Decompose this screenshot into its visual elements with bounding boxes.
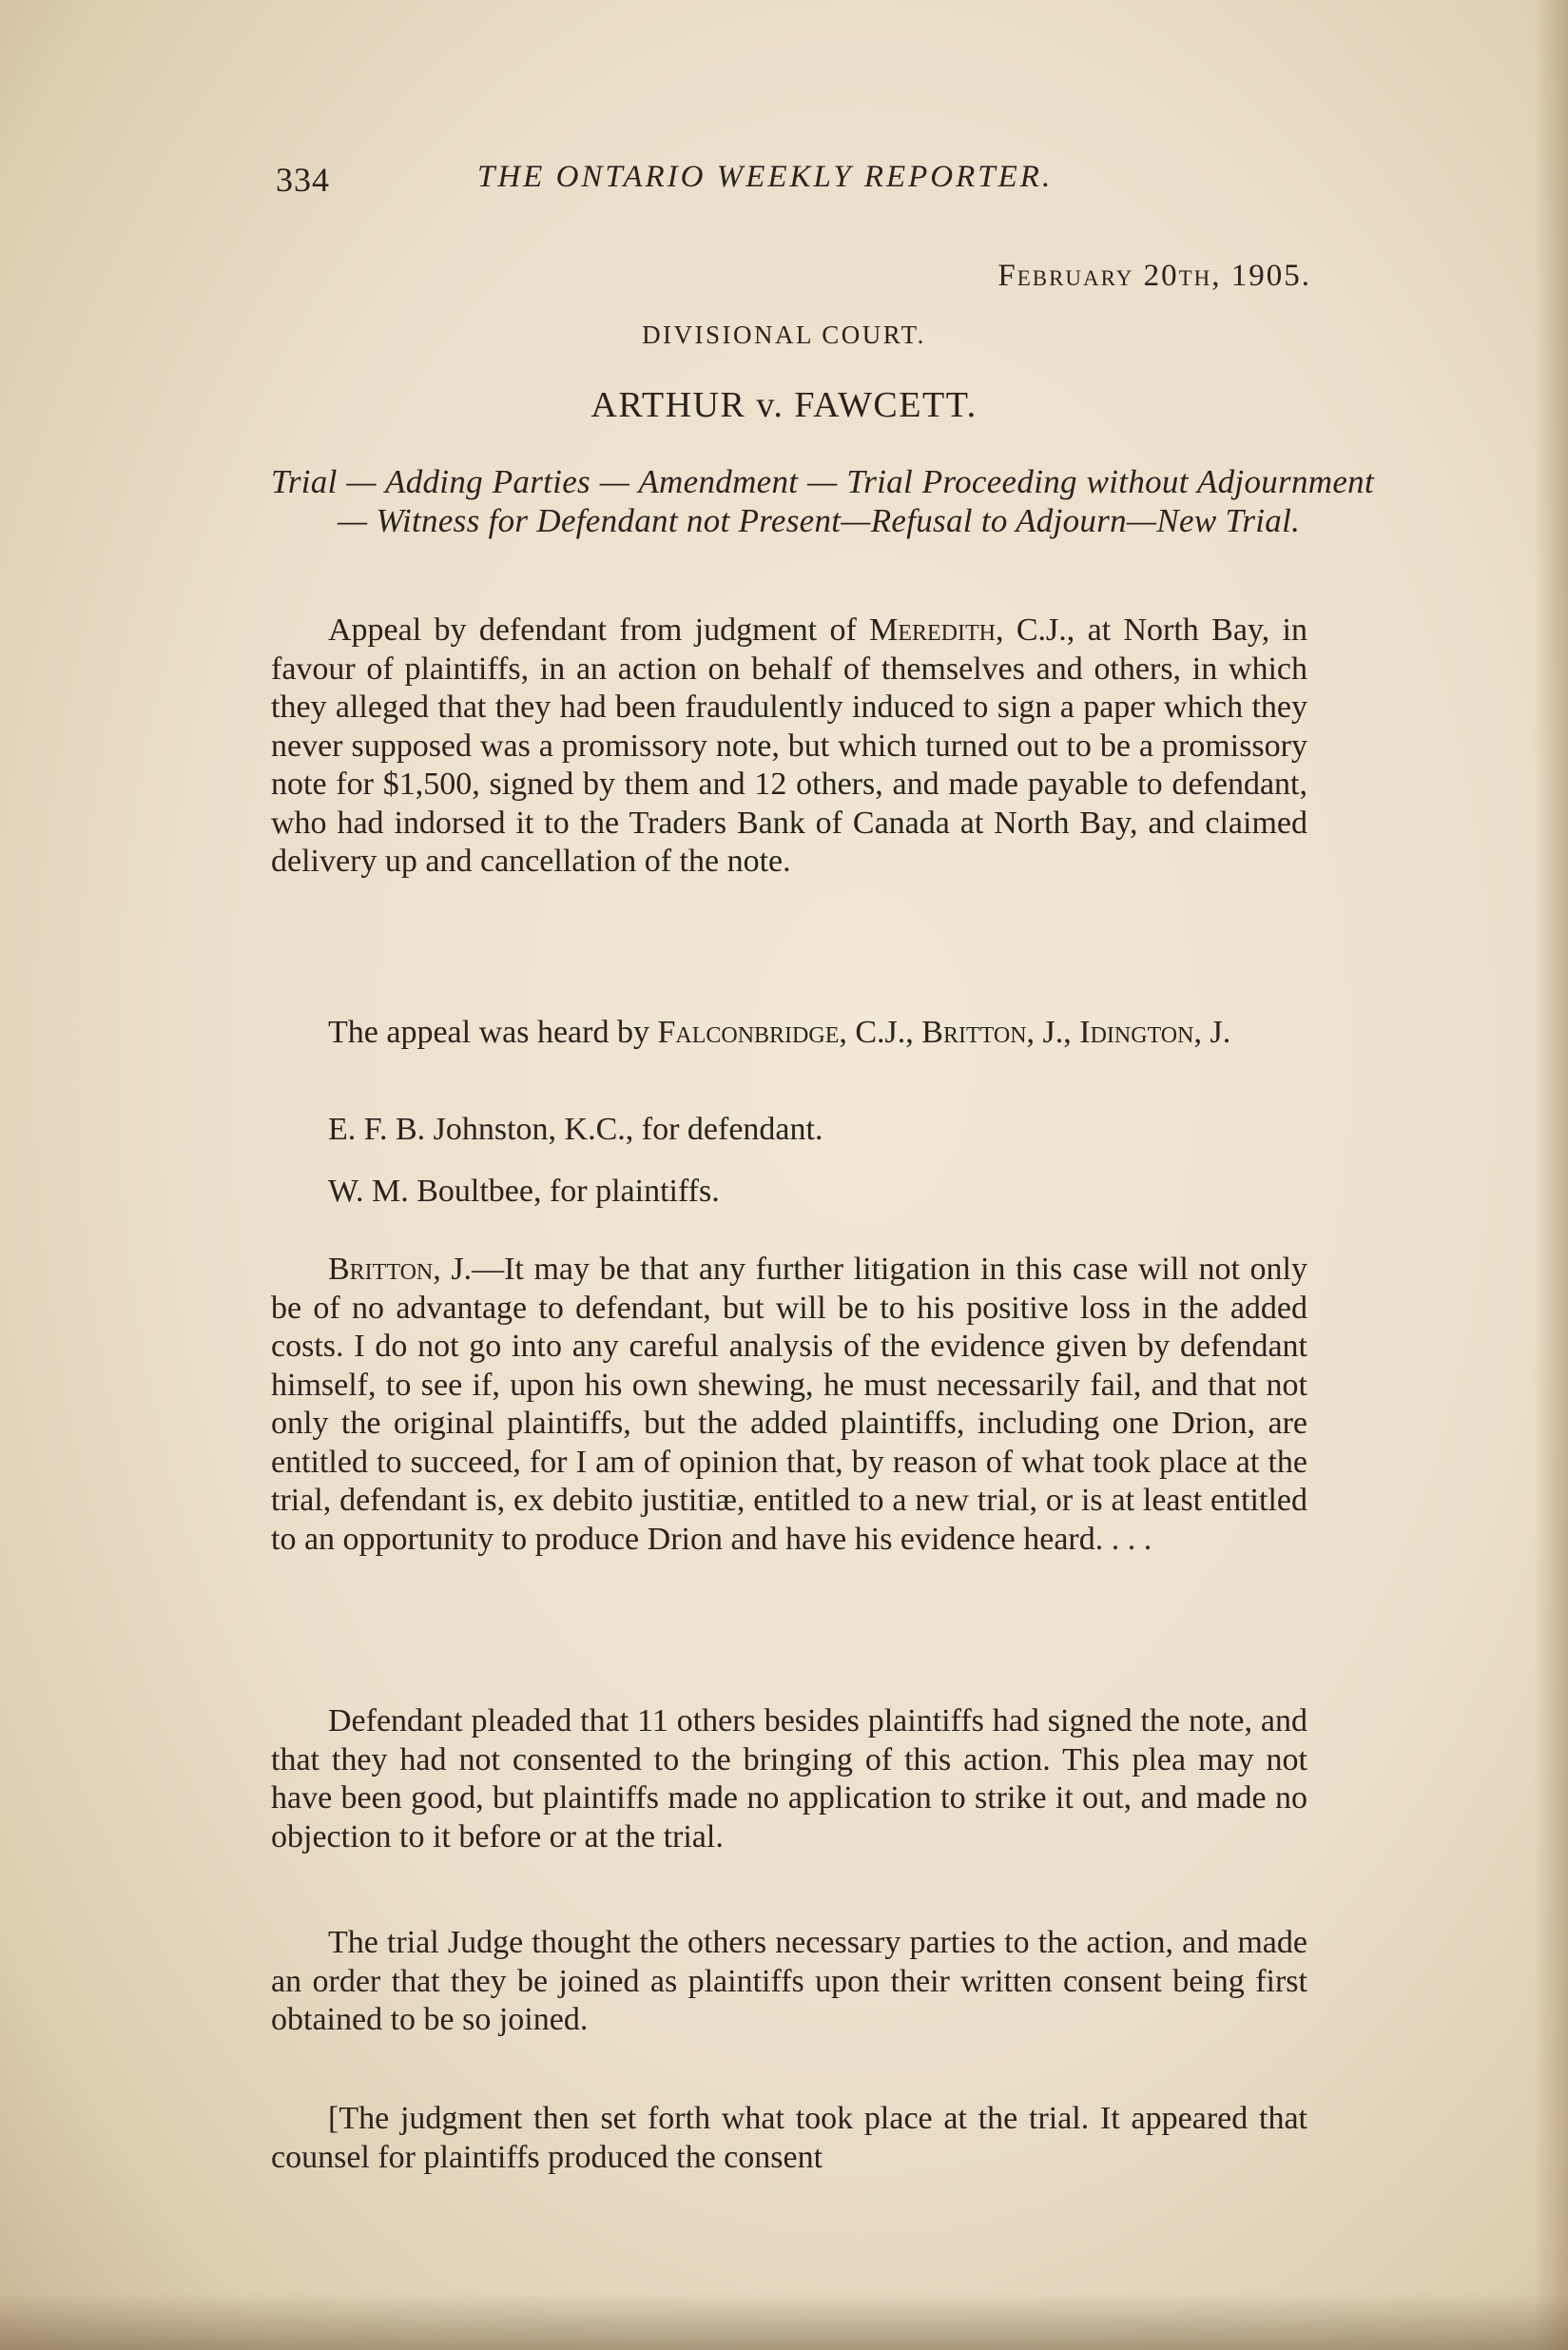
- judge-name: Idington: [1079, 1015, 1194, 1050]
- paragraph-bench: [271, 1014, 1307, 1053]
- paragraph-appeal-after: , C.J., at North Bay, in favour of plaintiffs, in an action on behalf of themselves and others, in which they alleged that they had been fraudulently induced to sign a paper which they never supposed was a promissory note, but which turned out to be a promissory note for $1,500, signed by them and 12 others, and made payable to defendant, who had indorsed it to the Traders Bank of Canada at North Bay, and claimed delivery up and cancellation of the note.: [271, 612, 1307, 879]
- judge-name: Meredith: [869, 612, 997, 648]
- bench-separator: , J.,: [1026, 1015, 1080, 1050]
- judge-name: Britton: [921, 1015, 1027, 1050]
- bench-separator: , C.J.,: [839, 1015, 922, 1050]
- decision-date: February 20th, 1905.: [997, 259, 1311, 293]
- counsel-defendant: E. F. B. Johnston, K.C., for defendant.: [328, 1112, 823, 1147]
- paragraph-judgment: [271, 1251, 1307, 1559]
- paragraph-trial: [The judgment then set forth what took place at the trial. It appeared that counsel for plaintiffs produced the consent: [271, 2101, 1307, 2175]
- judge-name: Falconbridge: [657, 1015, 840, 1050]
- paragraph-appeal: [271, 612, 1307, 882]
- bench-intro: The appeal was heard by: [328, 1015, 658, 1050]
- headnote: Trial — Adding Parties — Amendment — Trial Proceeding without Adjournment — Witness for Defendant not Present—Refusal to Adjourn—New Trial.: [271, 463, 1374, 539]
- page-header: [276, 160, 1312, 207]
- page-bottom-shadow: [0, 2293, 1568, 2350]
- page-number: 334: [276, 161, 330, 199]
- counsel-plaintiffs: W. M. Boultbee, for plaintiffs.: [328, 1174, 720, 1209]
- judgment-text: , J.—It may be that any further litigation in this case will not only be of no advantage to defendant, but will be to his positive loss in the added costs. I do not go into any careful analysis of the evidence given by defendant himself, to see if, upon his own shewing, he must necessarily fail, and that not only the original plaintiffs, but the added plaintiffs, including one Drion, are entitled to succeed, for I am of opinion that, by reason of what took place at the trial, defendant is, ex debito justitiæ, entitled to a new trial, or is at least entitled to an opportunity to produce Drion and have his evidence heard. . . .: [271, 1252, 1307, 1557]
- judge-name: Britton: [328, 1252, 434, 1287]
- paragraph-appeal-before: Appeal by defendant from judgment of: [328, 612, 870, 648]
- running-title: THE ONTARIO WEEKLY REPORTER.: [477, 160, 1054, 194]
- court-name: DIVISIONAL COURT.: [642, 320, 926, 349]
- page-edge-shadow: [1534, 0, 1568, 2350]
- paragraph-plea: Defendant pleaded that 11 others besides plaintiffs had signed the note, and that they had not consented to the bringing of this action. This plea may not have been good, but plaintiffs made no application to strike it out, and made no objection to it before or at the trial.: [271, 1703, 1307, 1855]
- bench-end: , J.: [1193, 1015, 1231, 1050]
- paragraph-parties: The trial Judge thought the others necessary parties to the action, and made an order that they be joined as plaintiffs upon their written consent being first obtained to be so joined.: [271, 1925, 1307, 2037]
- case-title: ARTHUR v. FAWCETT.: [590, 385, 978, 425]
